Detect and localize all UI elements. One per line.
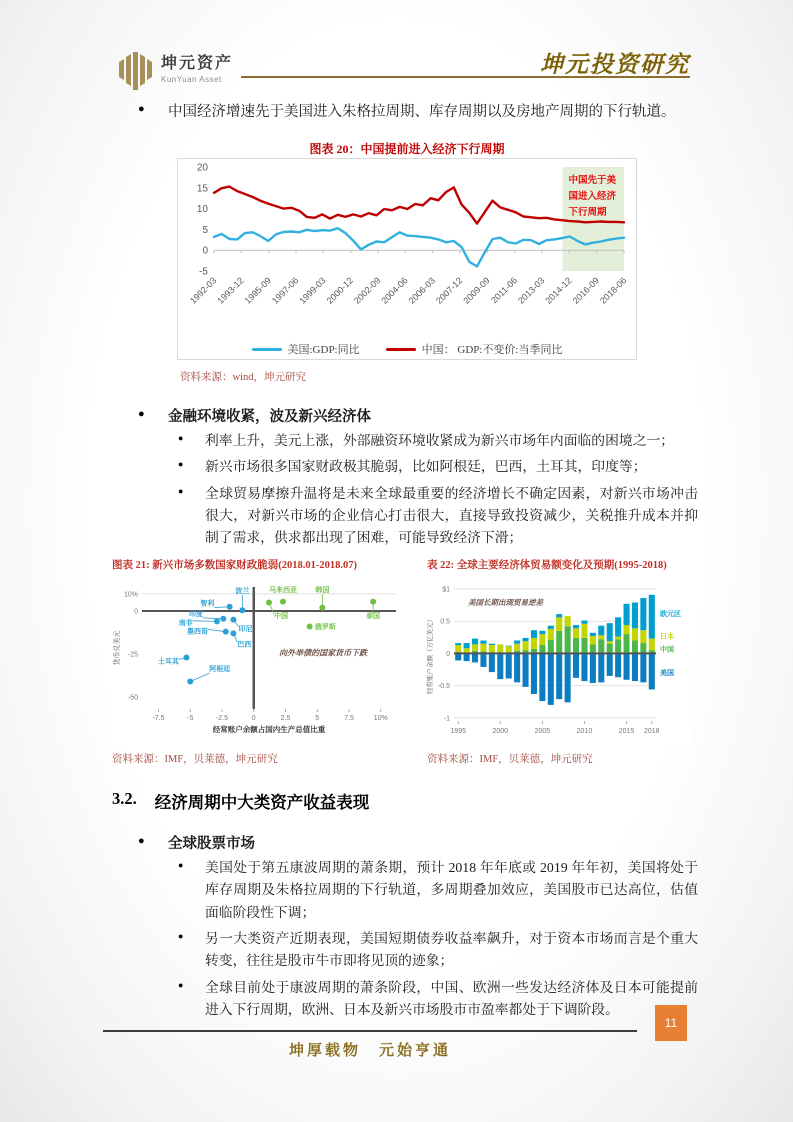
svg-text:南非: 南非 (178, 619, 193, 627)
svg-text:经常账户余额（万亿美元）: 经常账户余额（万亿美元） (427, 616, 434, 694)
svg-text:中国: 中国 (274, 612, 289, 620)
svg-text:2018-06: 2018-06 (597, 275, 629, 306)
bullet-marker: ● (178, 979, 184, 990)
section-title: 经济周期中大类资产收益表现 (154, 793, 370, 812)
list-item (178, 456, 698, 478)
logo-name-cn: 坤元资产 (161, 55, 234, 72)
bullet-marker: ● (178, 860, 184, 870)
svg-text:-25: -25 (127, 651, 138, 659)
svg-text:泰国: 泰国 (366, 612, 381, 620)
stocks-heading-bullet (138, 833, 694, 855)
bullet-marker: ● (138, 408, 145, 420)
svg-text:0: 0 (134, 608, 138, 616)
svg-text:巴西: 巴西 (237, 641, 252, 649)
page-number-badge: 11 (655, 1005, 687, 1041)
list-item-text: 全球目前处于康波周期的萧条阶段，中国、欧洲一些发达经济体及日本可能提前进入下行周期，欧洲、日本及新兴市场股市市盈率都处于下调阶段。 (205, 979, 698, 1018)
stocks-bullet-list (178, 857, 698, 1025)
svg-text:土耳其: 土耳其 (157, 658, 179, 666)
svg-text:2018: 2018 (644, 728, 660, 735)
svg-text:阿根廷: 阿根廷 (209, 666, 231, 674)
intro-bullet (138, 101, 694, 123)
legend-item (386, 341, 563, 357)
svg-text:7.5: 7.5 (344, 715, 354, 722)
svg-text:10%: 10% (373, 715, 388, 722)
document-title: 坤元投资研究 (540, 52, 690, 77)
gdp-line-chart (178, 159, 636, 329)
finance-heading-text: 金融环境收紧，波及新兴经济体 (168, 409, 371, 425)
svg-text:下行周期: 下行周期 (568, 207, 607, 218)
list-item-text: 美国处于第五康波周期的萧条期，预计 2018 年年底或 2019 年年初，美国将处于库存周期及朱格拉周期的下行轨道，多周期叠加效应，美国股市已达高位，估值面临阶段性下调； (205, 860, 698, 920)
section-number: 3.2. (112, 789, 137, 808)
svg-text:1992-03: 1992-03 (187, 275, 219, 306)
svg-text:2013-03: 2013-03 (515, 275, 547, 306)
svg-text:2000-12: 2000-12 (324, 275, 356, 306)
svg-text:1995: 1995 (450, 728, 466, 735)
figure21-title: 图表 21: 新兴市场多数国家财政脆弱(2018.01-2018.07) (112, 560, 357, 571)
svg-text:日本: 日本 (660, 633, 674, 641)
svg-text:2010: 2010 (576, 728, 593, 735)
svg-text:1999-03: 1999-03 (297, 275, 328, 306)
svg-text:10%: 10% (123, 591, 138, 599)
svg-text:货币兑美元: 货币兑美元 (114, 630, 121, 666)
svg-text:5: 5 (202, 224, 208, 236)
legend-label: 中国： GDP:不变价:当季同比 (421, 344, 563, 356)
svg-text:0.5: 0.5 (440, 618, 450, 626)
svg-text:5: 5 (315, 715, 320, 722)
figure21-chart (110, 577, 404, 745)
stocks-heading-text: 全球股票市场 (168, 836, 255, 852)
svg-text:2011-06: 2011-06 (489, 275, 520, 306)
svg-text:美国: 美国 (660, 670, 674, 678)
bullet-marker: ● (178, 459, 184, 470)
bullet-marker: ● (178, 485, 184, 496)
svg-text:美国长期出现贸易逆差: 美国长期出现贸易逆差 (468, 598, 543, 607)
svg-text:-0.5: -0.5 (437, 683, 450, 691)
bullet-marker: ● (138, 835, 145, 847)
svg-text:-50: -50 (127, 694, 138, 702)
bullet-marker: ● (138, 103, 145, 115)
legend-item (252, 341, 360, 357)
svg-text:-2.5: -2.5 (215, 715, 229, 722)
svg-text:经常账户余额占国内生产总值比重: 经常账户余额占国内生产总值比重 (212, 725, 326, 734)
svg-text:2014-12: 2014-12 (543, 275, 574, 306)
svg-text:俄罗斯: 俄罗斯 (314, 624, 336, 632)
list-item-text: 利率上升，美元上涨，外部融资环境收紧成为新兴市场年内面临的困境之一； (205, 433, 675, 448)
figure20-chart (177, 158, 637, 360)
svg-text:印尼: 印尼 (238, 625, 253, 633)
figure20-source: 资料来源：wind，坤元研究 (180, 372, 306, 383)
list-item (178, 483, 698, 550)
svg-text:欧元区: 欧元区 (660, 610, 681, 618)
legend-label: 美国:GDP:同比 (287, 344, 360, 356)
svg-text:-5: -5 (187, 715, 194, 722)
intro-bullet-text: 中国经济增速先于美国进入朱格拉周期、库存周期以及房地产周期的下行轨道。 (168, 104, 676, 120)
list-item (178, 928, 698, 973)
svg-text:中国先于美: 中国先于美 (568, 175, 617, 186)
kunyuan-logo-icon (116, 50, 154, 92)
svg-text:2015: 2015 (618, 728, 635, 735)
figure21-source: 资料来源：IMF，贝莱德，坤元研究 (112, 754, 278, 765)
svg-text:2004-06: 2004-06 (379, 275, 410, 306)
footer-motto: 坤厚载物 元始亨通 (288, 1043, 451, 1059)
list-item-text: 新兴市场很多国家财政极其脆弱，比如阿根廷，巴西，土耳其，印度等； (205, 459, 647, 475)
svg-text:15: 15 (196, 183, 208, 195)
em-fiscal-scatter-chart (110, 577, 404, 745)
svg-text:1995-09: 1995-09 (242, 275, 274, 306)
figure22-chart (424, 577, 692, 745)
list-item (178, 430, 698, 452)
svg-text:2016-09: 2016-09 (570, 275, 602, 306)
svg-text:智利: 智利 (200, 600, 215, 608)
gdp-chart-legend (178, 334, 636, 364)
svg-text:2005: 2005 (534, 728, 551, 735)
svg-text:2009-09: 2009-09 (461, 275, 492, 306)
svg-text:印度: 印度 (188, 610, 203, 618)
list-item-text: 全球贸易摩擦升温将是未来全球最重要的经济增长不确定因素，对新兴市场冲击很大，对新兴市场的企业信心打击很大，直接导致投资减少，关税推升成本并抑制了需求，供求都出现了困难，可能导致经济下滑； (205, 485, 698, 546)
svg-text:2.5: 2.5 (280, 715, 291, 722)
list-item (178, 857, 698, 924)
svg-text:马来西亚: 马来西亚 (268, 587, 297, 595)
svg-text:波兰: 波兰 (235, 588, 250, 596)
svg-text:0: 0 (446, 650, 450, 658)
trade-balance-bar-chart (424, 577, 692, 745)
svg-text:向外举债的国家货币下跌: 向外举债的国家货币下跌 (279, 648, 368, 658)
svg-text:墨西哥: 墨西哥 (187, 628, 209, 636)
figure22-source: 资料来源：IMF，贝莱德，坤元研究 (427, 754, 593, 765)
bullet-marker: ● (178, 433, 184, 443)
svg-text:2007-12: 2007-12 (433, 275, 465, 306)
footer-divider (103, 1030, 637, 1032)
svg-text:0: 0 (202, 245, 208, 257)
svg-text:20: 20 (196, 162, 208, 174)
figure20-title: 图表 20：中国提前进入经济下行周期 (309, 142, 505, 156)
list-item-text: 另一大类资产近期表现，美国短期债券收益率飙升，对于资本市场而言是个重大转变，往往是股市牛市即将见顶的迹象； (205, 931, 698, 969)
svg-text:中国: 中国 (660, 646, 674, 654)
svg-text:韩国: 韩国 (315, 587, 330, 595)
svg-text:国进入经济: 国进入经济 (568, 191, 617, 202)
section-heading (112, 789, 369, 813)
svg-text:1993-12: 1993-12 (215, 275, 246, 306)
svg-text:2006-03: 2006-03 (406, 275, 438, 306)
svg-text:0: 0 (251, 715, 256, 722)
svg-text:2000: 2000 (492, 728, 509, 735)
bullet-marker: ● (178, 931, 184, 942)
logo-name-en: KunYuan Asset (161, 75, 222, 84)
svg-text:-1: -1 (443, 715, 450, 723)
svg-text:$1: $1 (442, 586, 450, 594)
svg-text:2002-09: 2002-09 (351, 275, 383, 306)
svg-text:-5: -5 (199, 266, 208, 278)
finance-bullet-list (178, 430, 698, 554)
svg-text:10: 10 (196, 204, 208, 216)
logo (116, 50, 233, 92)
svg-text:-7.5: -7.5 (152, 715, 165, 722)
legend-swatch (252, 348, 282, 351)
legend-swatch (386, 348, 416, 351)
finance-heading-bullet (138, 406, 694, 428)
svg-text:1997-06: 1997-06 (269, 275, 301, 306)
list-item (178, 977, 698, 1022)
figure22-title: 表 22: 全球主要经济体贸易额变化及预期(1995-2018) (427, 560, 667, 571)
